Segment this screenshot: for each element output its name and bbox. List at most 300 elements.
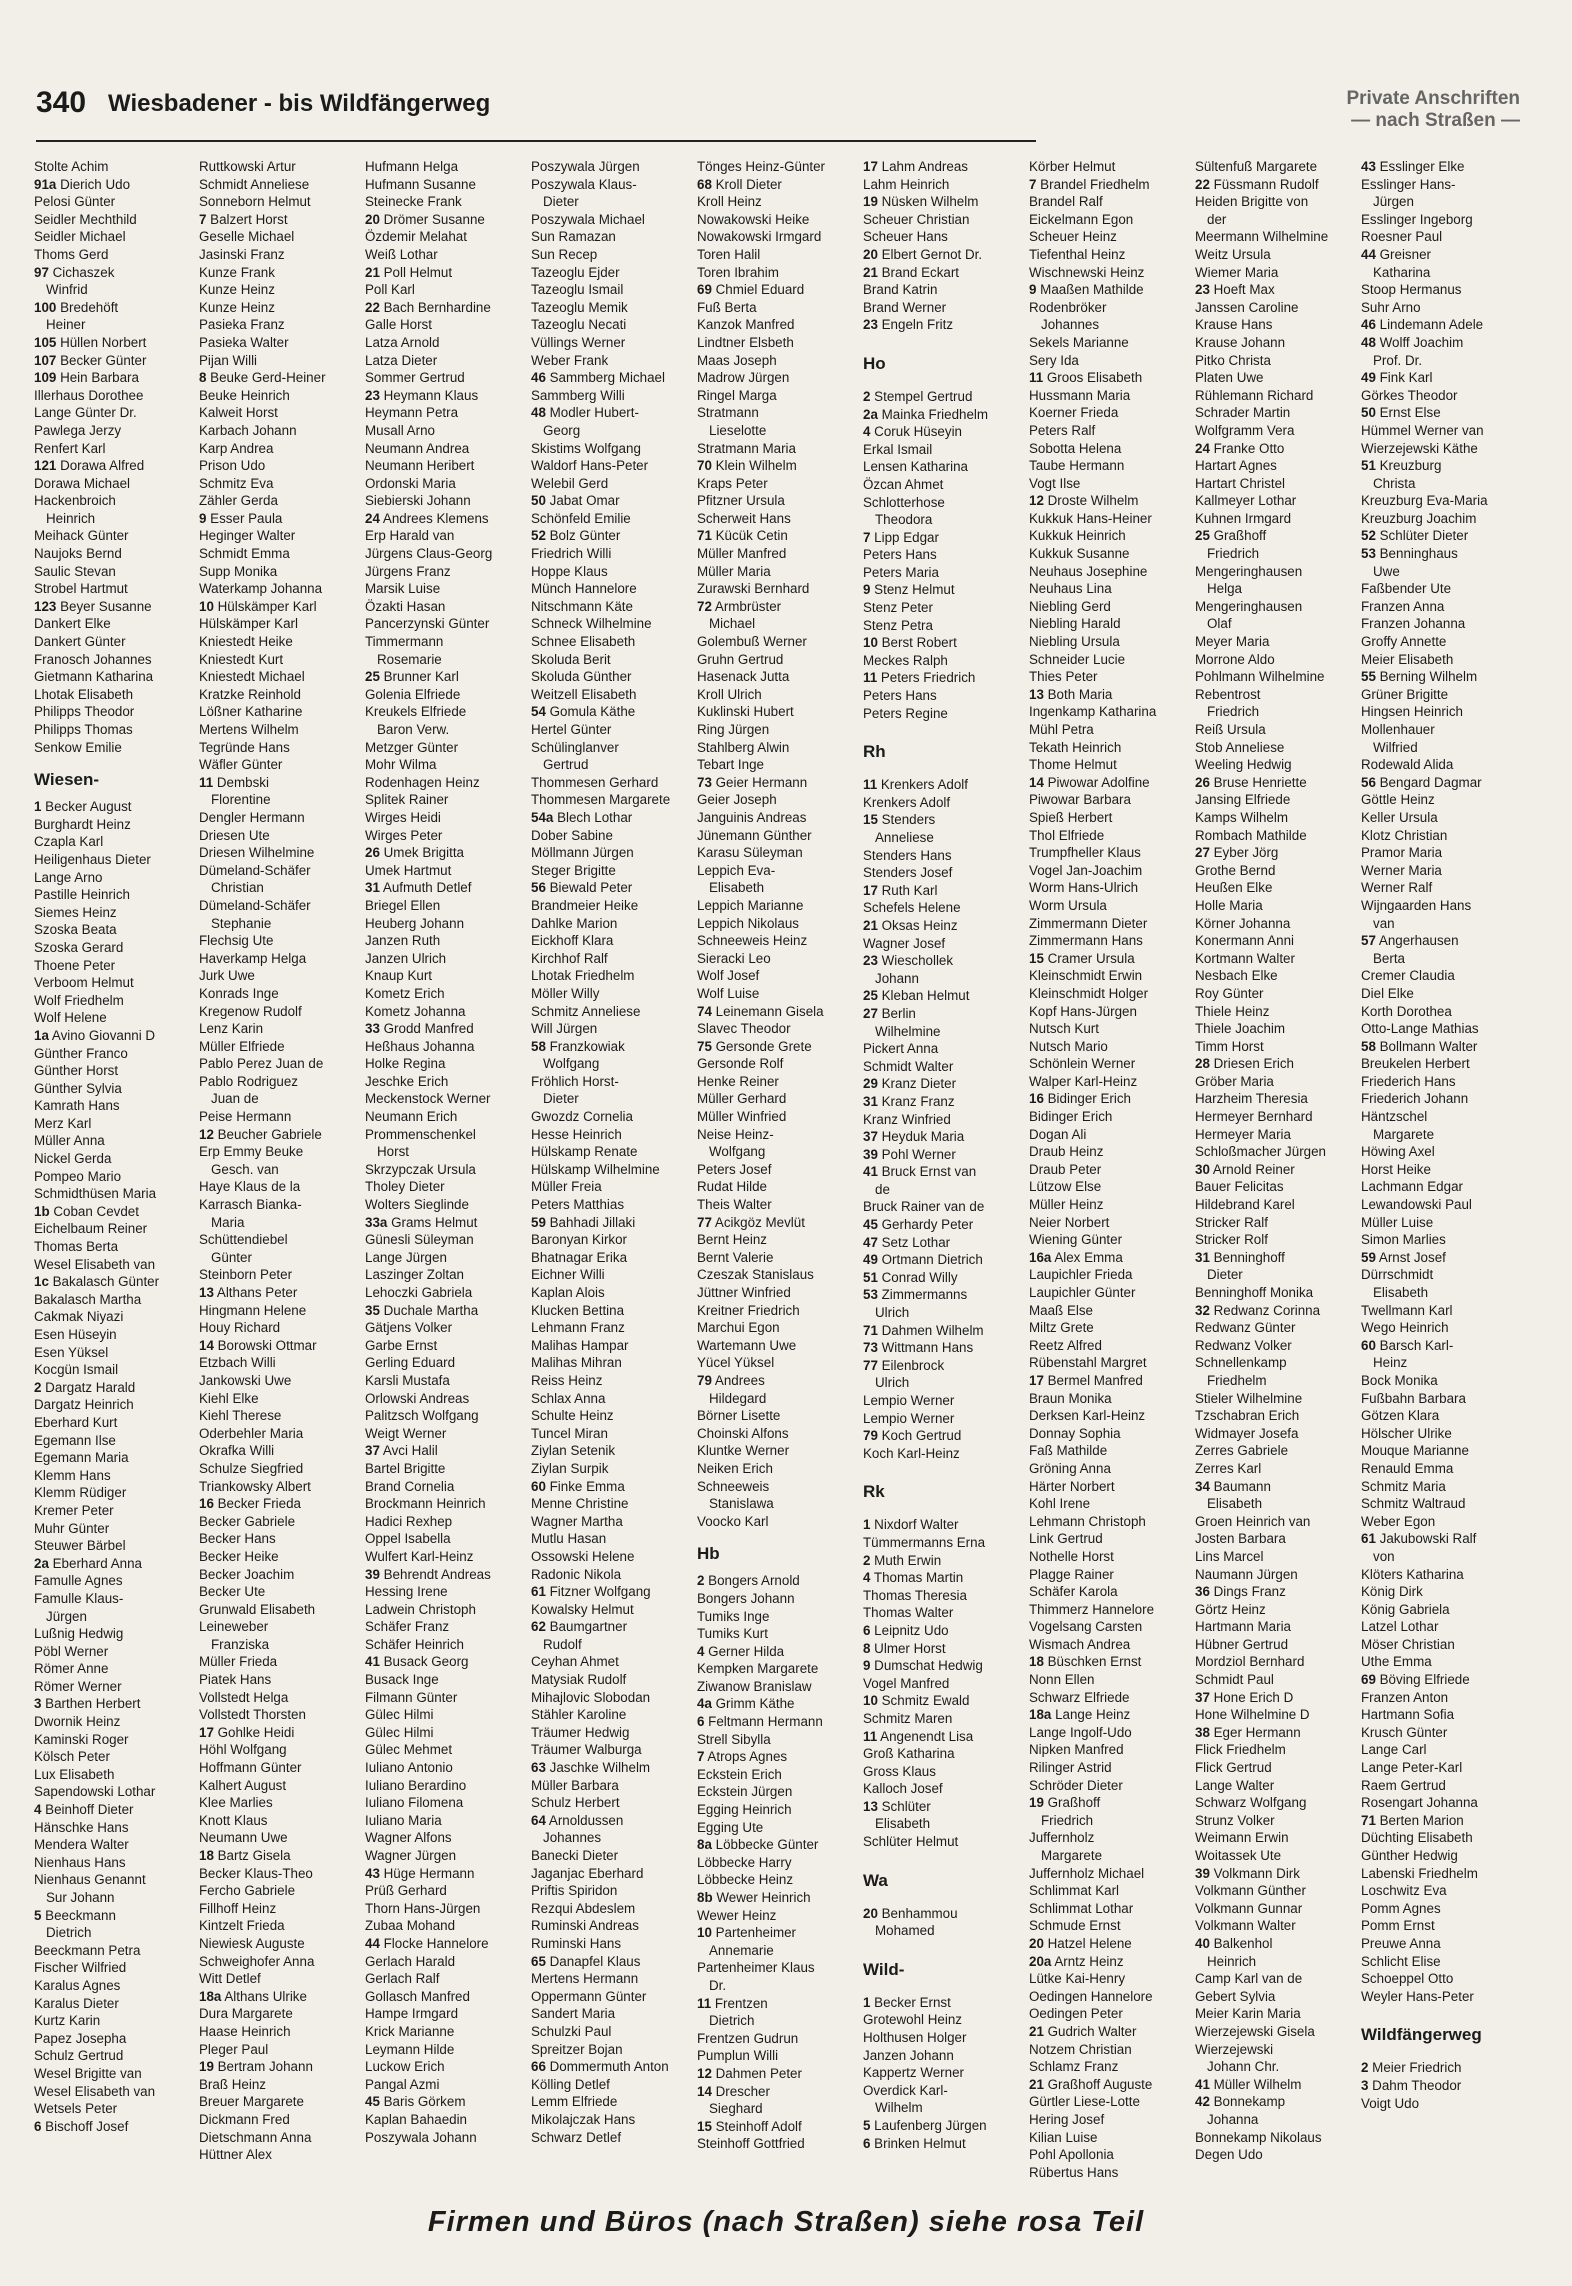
directory-entry: Grotewohl Heinz [863, 2012, 962, 2028]
directory-entry: Schmitz Waltraud [1361, 1496, 1466, 1512]
directory-entry: Schrader Martin [1195, 405, 1291, 421]
directory-entry: Dietschmann Anna [199, 2129, 312, 2145]
directory-entry: 14 Drescher [697, 2083, 770, 2099]
page-number: 340 [36, 86, 87, 119]
directory-entry: Waldorf Hans-Peter [531, 458, 649, 474]
directory-entry: Winfrid [46, 282, 88, 298]
directory-entry: Pitko Christa [1195, 352, 1271, 368]
directory-entry: Friedhelm [1207, 1372, 1267, 1388]
directory-entry: 52 Bolz Günter [531, 528, 621, 544]
directory-entry: Wolf Josef [697, 968, 760, 984]
directory-entry: Wierzejewski Gisela [1195, 2023, 1315, 2039]
house-number: 20a [1029, 1953, 1052, 1969]
house-number: 77 [863, 1357, 878, 1373]
house-number: 53 [863, 1287, 878, 1303]
house-number: 109 [34, 370, 57, 386]
directory-entry: 10 Berst Robert [863, 635, 957, 651]
directory-entry: 73 Wittmann Hans [863, 1340, 974, 1356]
street-heading: Wa [863, 1870, 888, 1890]
directory-entry: Illerhaus Dorothee [34, 387, 144, 403]
directory-entry: Lensen Katharina [863, 459, 968, 475]
directory-entry: Henke Reiner [697, 1073, 779, 1089]
directory-entry: Mihajlovic Slobodan [531, 1689, 651, 1705]
directory-entry: Zurawski Bernhard [697, 581, 810, 597]
house-number: 75 [697, 1038, 712, 1054]
house-number: 17 [199, 1724, 214, 1740]
directory-entry: Peters Maria [863, 564, 939, 580]
directory-entry: Nitschmann Käte [531, 598, 633, 614]
directory-entry: 49 Ortmann Dietrich [863, 1252, 983, 1268]
directory-entry: Esslinger Hans- [1361, 176, 1456, 192]
directory-entry: Famulle Klaus- [34, 1590, 124, 1606]
house-number: 37 [863, 1129, 878, 1145]
directory-entry: Latza Arnold [365, 334, 440, 350]
directory-entry: 32 Redwanz Corinna [1195, 1302, 1321, 1318]
house-number: 7 [199, 211, 207, 227]
directory-entry: 56 Biewald Peter [531, 880, 633, 896]
house-number: 17 [863, 159, 878, 174]
directory-entry: Latzel Lothar [1361, 1619, 1439, 1635]
house-number: 9 [863, 1658, 871, 1674]
directory-entry: 44 Flocke Hannelore [365, 1935, 489, 1951]
house-number: 11 [199, 774, 214, 790]
directory-entry: Krusch Günter [1361, 1724, 1448, 1740]
directory-entry: Pohl Apollonia [1029, 2147, 1114, 2163]
house-number: 22 [365, 299, 380, 315]
directory-entry: Bhatnagar Erika [531, 1249, 628, 1265]
directory-entry: Tümmermanns Erna [863, 1534, 986, 1550]
directory-entry: Sery Ida [1029, 352, 1079, 368]
directory-entry: Ring Jürgen [697, 722, 770, 737]
house-number: 55 [1361, 669, 1376, 685]
directory-entry: Jansing Elfriede [1195, 792, 1291, 808]
directory-entry: 43 Hüge Hermann [365, 1865, 475, 1881]
directory-entry: Partenheimer Klaus [697, 1960, 815, 1976]
directory-entry: 14 Borowski Ottmar [199, 1337, 317, 1353]
directory-entry: Oedingen Hannelore [1029, 1988, 1153, 2004]
directory-entry: 53 Zimmermanns [863, 1287, 968, 1303]
house-number: 49 [863, 1252, 878, 1268]
house-number: 6 [34, 2118, 42, 2134]
directory-entry: 33 Grodd Manfred [365, 1021, 474, 1037]
directory-entry: Wijngaarden Hans [1361, 897, 1472, 913]
house-number: 12 [199, 1126, 214, 1142]
directory-entry: Jürgens Franz [365, 563, 451, 579]
house-number: 1b [34, 1203, 50, 1219]
directory-entry: 39 Behrendt Andreas [365, 1566, 491, 1582]
directory-entry: Esen Hüseyin [34, 1327, 117, 1342]
directory-entry: Lux Elisabeth [34, 1766, 115, 1782]
directory-entry: Elisabeth [1207, 1496, 1263, 1512]
directory-entry: Neumann Erich [365, 1109, 458, 1125]
directory-entry: Juffernholz Michael [1029, 1865, 1145, 1881]
directory-entry: Schmidt Walter [863, 1058, 954, 1074]
directory-entry: Günter [211, 1249, 252, 1265]
directory-entry: Scherweit Hans [697, 510, 791, 526]
house-number: 69 [1361, 1672, 1376, 1688]
directory-entry: 9 Dumschat Hedwig [863, 1658, 983, 1674]
directory-entry: Vüllings Werner [531, 334, 626, 350]
directory-entry: Becker Klaus-Theo [199, 1865, 313, 1881]
directory-entry: Schneider Lucie [1029, 651, 1126, 667]
directory-entry: Matysiak Rudolf [531, 1672, 627, 1688]
directory-entry: Okrafka Willi [199, 1443, 275, 1459]
directory-entry: 121 Dorawa Alfred [34, 458, 145, 474]
section-title-line-2: — nach Straßen — [1351, 110, 1520, 131]
house-number: 10 [863, 1693, 878, 1709]
house-number: 16 [199, 1496, 214, 1512]
directory-entry: Wierzejewski Käthe [1361, 440, 1478, 456]
directory-entry: Mordziol Bernhard [1195, 1654, 1305, 1670]
directory-entry: Renfert Karl [34, 440, 106, 456]
directory-entry: Hülskamp Wilhelmine [531, 1161, 660, 1177]
house-number: 11 [863, 1728, 878, 1744]
directory-entry: Iuliano Filomena [365, 1795, 464, 1811]
directory-entry: Rodenbröker [1029, 299, 1107, 315]
directory-entry: 10 Hülskämper Karl [199, 598, 317, 614]
directory-entry: Ulrich [875, 1375, 910, 1391]
directory-entry: Hussmann Maria [1029, 387, 1131, 403]
directory-entry: Gülec Hilmi [365, 1707, 434, 1723]
directory-entry: Margarete [1041, 1848, 1103, 1863]
directory-entry: Menne Christine [531, 1496, 629, 1512]
directory-entry: Römer Werner [34, 1678, 122, 1694]
directory-entry: 41 Müller Wilhelm [1195, 2076, 1302, 2092]
directory-entry: 23 Engeln Fritz [863, 317, 954, 333]
directory-entry: Kreitner Friedrich [697, 1302, 800, 1318]
house-number: 37 [1195, 1689, 1210, 1705]
directory-entry: 45 Gerhardy Peter [863, 1217, 974, 1233]
directory-entry: 22 Füssmann Rudolf [1195, 176, 1319, 192]
street-heading: Ho [863, 353, 886, 373]
directory-entry: 2 Bongers Arnold [697, 1573, 800, 1589]
house-number: 63 [531, 1760, 546, 1776]
directory-entry: Houy Richard [199, 1320, 281, 1336]
directory-entry: Kallmeyer Lothar [1195, 493, 1297, 509]
directory-entry: Meier Elisabeth [1361, 651, 1454, 667]
directory-entry: Thome Helmut [1029, 757, 1117, 773]
directory-entry: Dieter [543, 1091, 579, 1107]
house-number: 71 [863, 1322, 878, 1338]
directory-entry: 4 Beinhoff Dieter [34, 1802, 134, 1818]
directory-entry: Wesel Brigitte van [34, 2065, 142, 2081]
directory-entry: Rebentrost [1195, 686, 1261, 702]
directory-entry: 48 Modler Hubert- [531, 405, 639, 421]
directory-entry: Pfitzner Ursula [697, 493, 785, 509]
directory-entry: Marsik Luise [365, 581, 441, 597]
directory-entry: 23 Hoeft Max [1195, 282, 1275, 298]
directory-entry: Jüttner Winfried [697, 1285, 791, 1300]
directory-entry: Flechsig Ute [199, 933, 274, 949]
directory-entry: Musall Arno [365, 422, 435, 438]
directory-entry: Walper Karl-Heinz [1029, 1073, 1138, 1089]
directory-entry: Egging Heinrich [697, 1802, 792, 1818]
directory-entry: Kanzok Manfred [697, 317, 795, 333]
street-heading: Rh [863, 742, 886, 762]
directory-entry: Hufmann Susanne [365, 176, 476, 192]
directory-entry: König Gabriela [1361, 1601, 1450, 1617]
directory-entry: Egging Ute [697, 1819, 764, 1835]
directory-entry: 4 Thomas Martin [863, 1570, 964, 1586]
directory-entry: Ringel Marga [697, 387, 777, 403]
house-number: 121 [34, 458, 57, 474]
directory-entry: Michael [709, 616, 756, 632]
directory-entry: Mohr Wilma [365, 757, 437, 773]
directory-entry: Gersonde Rolf [697, 1056, 784, 1072]
directory-entry: Müller Winfried [697, 1109, 787, 1125]
directory-entry: Kaplan Bahaedin [365, 2111, 468, 2127]
directory-entry: Friedrich Willi [531, 546, 612, 562]
directory-entry: 58 Bollmann Walter [1361, 1038, 1478, 1054]
directory-entry: Schmitz Maren [863, 1710, 953, 1726]
directory-entry: Gietmann Katharina [34, 669, 154, 685]
directory-entry: Wolf Helene [34, 1010, 107, 1026]
directory-entry: Börner Lisette [697, 1408, 781, 1424]
directory-entry: Jaganjac Eberhard [531, 1865, 644, 1881]
directory-entry: Steger Brigitte [531, 862, 616, 878]
directory-column-6 [863, 158, 1028, 2152]
house-number: 12 [697, 2065, 712, 2081]
directory-entry: Etzbach Willi [199, 1355, 276, 1371]
directory-entry: der [1207, 211, 1227, 227]
directory-entry: Maria [211, 1214, 245, 1230]
house-number: 13 [1029, 686, 1044, 702]
directory-entry: Tegründe Hans [199, 739, 290, 755]
house-number: 39 [1195, 1865, 1210, 1881]
directory-entry: Latza Dieter [365, 352, 438, 368]
directory-entry: Kukkuk Susanne [1029, 546, 1130, 562]
directory-entry: Bernt Heinz [697, 1232, 767, 1248]
directory-entry: Thies Peter [1029, 669, 1098, 685]
directory-entry: 1 Becker August [34, 799, 132, 815]
directory-entry: Helga [1207, 581, 1242, 597]
directory-entry: Klöters Katharina [1361, 1566, 1464, 1582]
directory-entry: Bakalasch Martha [34, 1291, 142, 1307]
directory-entry: Wäfler Günter [199, 757, 283, 773]
house-number: 123 [34, 598, 57, 614]
directory-entry: Peters Josef [697, 1161, 772, 1177]
directory-entry: Wetsels Peter [34, 2101, 118, 2117]
directory-entry: Hildegard [709, 1390, 767, 1406]
house-number: 26 [1195, 774, 1210, 790]
house-number: 18 [199, 1848, 214, 1863]
directory-entry: 9 Stenz Helmut [863, 582, 955, 598]
directory-entry: Heßhaus Johanna [365, 1038, 475, 1054]
directory-entry: 51 Kreuzburg [1361, 458, 1442, 474]
directory-entry: Ruttkowski Artur [199, 159, 296, 174]
house-number: 19 [1029, 1795, 1044, 1811]
directory-entry: Maas Joseph [697, 352, 777, 368]
directory-entry: Heiden Brigitte von [1195, 194, 1309, 210]
directory-entry: 25 Kleban Helmut [863, 988, 970, 1004]
directory-entry: Ladwein Christoph [365, 1601, 476, 1617]
directory-entry: Gross Klaus [863, 1763, 936, 1779]
directory-entry: Erkal Ismail [863, 441, 933, 457]
directory-entry: Harzheim Theresia [1195, 1091, 1308, 1107]
directory-entry: Schulte Heinz [531, 1408, 614, 1424]
directory-entry: Peters Hans [863, 688, 937, 704]
directory-entry: 11 Peters Friedrich [863, 670, 976, 686]
directory-entry: Schlamz Franz [1029, 2059, 1119, 2075]
directory-entry: Müller Heinz [1029, 1197, 1104, 1213]
house-number: 71 [697, 528, 712, 544]
directory-entry: Franzen Anna [1361, 598, 1445, 614]
directory-entry: Kuklinski Hubert [697, 704, 794, 720]
directory-entry: Franosch Johannes [34, 651, 152, 667]
directory-entry: Wismach Andrea [1029, 1636, 1131, 1652]
directory-entry: Kalhert August [199, 1777, 287, 1793]
directory-entry: Wagner Josef [863, 935, 946, 951]
directory-entry: Niebling Ursula [1029, 634, 1120, 650]
house-number: 11 [863, 670, 878, 686]
directory-entry: Becker Ute [199, 1584, 266, 1600]
directory-entry: Heinz [1373, 1355, 1408, 1371]
directory-entry: Stenz Petra [863, 617, 933, 633]
directory-entry: Dargatz Heinrich [34, 1397, 134, 1413]
house-number: 8a [697, 1837, 712, 1853]
directory-entry: Fillhoff Heinz [199, 1900, 277, 1916]
directory-entry: Kempken Margarete [697, 1661, 819, 1677]
directory-entry: 17 Gohlke Heidi [199, 1724, 295, 1740]
directory-entry: Günther Horst [34, 1063, 119, 1079]
directory-entry: Weigt Werner [365, 1425, 447, 1441]
house-number: 14 [1029, 774, 1044, 790]
directory-entry: Nonn Ellen [1029, 1672, 1095, 1688]
directory-entry: Zubaa Mohand [365, 1918, 456, 1934]
directory-entry: Groen Heinrich van [1195, 1513, 1311, 1529]
section-title [1346, 88, 1520, 132]
directory-entry: Weyler Hans-Peter [1361, 1988, 1474, 2004]
directory-entry: Cakmak Niyazi [34, 1309, 124, 1325]
directory-entry: Tazeoglu Memik [531, 299, 628, 315]
directory-entry: Schmitz Maria [1361, 1478, 1446, 1494]
directory-entry: Pickert Anna [863, 1041, 939, 1057]
directory-entry: 44 Greisner [1361, 246, 1431, 262]
directory-entry: Pompeo Mario [34, 1168, 122, 1184]
directory-entry: 61 Jakubowski Ralf [1361, 1531, 1477, 1547]
directory-entry: Kölling Detlef [531, 2076, 610, 2092]
directory-entry: 1b Coban Cevdet [34, 1203, 139, 1219]
directory-entry: Rezqui Abdeslem [531, 1900, 636, 1916]
directory-entry: Niewiesk Auguste [199, 1935, 305, 1951]
directory-entry: 54a Blech Lothar [531, 809, 633, 825]
directory-entry: Lößner Katharine [199, 704, 303, 720]
directory-column-3 [365, 158, 530, 2146]
directory-entry: Siebierski Johann [365, 493, 471, 509]
house-number: 77 [697, 1214, 712, 1230]
directory-entry: Wischnewski Heinz [1029, 264, 1145, 280]
house-number: 20 [1029, 1935, 1044, 1951]
directory-entry: Meier Karin Maria [1195, 2006, 1301, 2022]
directory-entry: Loschwitz Eva [1361, 1883, 1447, 1899]
directory-entry: Lange Arno [34, 869, 103, 885]
house-number: 39 [863, 1146, 878, 1162]
directory-entry: Peise Hermann [199, 1109, 292, 1125]
directory-entry: 71 Dahmen Wilhelm [863, 1322, 984, 1338]
directory-entry: Müller Gerhard [697, 1091, 787, 1107]
footer-note: Firmen und Büros (nach Straßen) siehe rosa Teil [427, 2206, 1145, 2238]
directory-entry: Thoene Peter [34, 957, 116, 973]
directory-entry: Camp Karl van de [1195, 1971, 1303, 1987]
directory-entry: Horst [377, 1144, 409, 1160]
directory-entry: Strunz Volker [1195, 1812, 1275, 1828]
directory-entry: Gollasch Manfred [365, 1988, 470, 2004]
directory-entry: Groß Katharina [863, 1746, 955, 1762]
house-number: 20 [863, 246, 878, 262]
directory-entry: Tumiks Inge [697, 1608, 770, 1624]
directory-entry: 26 Bruse Henriette [1195, 774, 1307, 790]
directory-entry: Oppel Isabella [365, 1531, 451, 1547]
house-number: 18a [199, 1988, 222, 2004]
directory-entry: Dura Margarete [199, 2006, 293, 2022]
directory-entry: Zimmermann Dieter [1029, 915, 1148, 931]
house-number: 28 [1195, 1056, 1210, 1072]
house-number: 12 [1029, 493, 1044, 509]
house-number: 1 [34, 799, 42, 815]
directory-entry: Schüttendiebel [199, 1232, 288, 1248]
directory-entry: Margarete [1373, 1126, 1435, 1142]
house-number: 52 [1361, 528, 1376, 544]
house-number: 44 [365, 1935, 380, 1951]
directory-entry: Wagner Jürgen [365, 1848, 457, 1863]
directory-entry: Dankert Günter [34, 634, 126, 650]
directory-entry: Otto-Lange Mathias [1361, 1021, 1479, 1037]
directory-entry: Gülec Hilmi [365, 1724, 434, 1740]
directory-entry: Kintzelt Frieda [199, 1918, 285, 1934]
directory-entry: Muhr Günter [34, 1520, 110, 1536]
directory-entry: Pleger Paul [199, 2041, 269, 2057]
directory-entry: Müller Luise [1361, 1214, 1434, 1230]
directory-entry: Degen Udo [1195, 2147, 1263, 2163]
directory-entry: Elisabeth [875, 1816, 931, 1832]
directory-entry: Thomas Theresia [863, 1587, 967, 1603]
directory-entry: Friedrich [1041, 1812, 1094, 1828]
directory-entry: Gülec Mehmet [365, 1742, 453, 1758]
house-number: 45 [863, 1217, 878, 1233]
house-number: 22 [1195, 176, 1210, 192]
directory-entry: Mengeringhausen [1195, 598, 1303, 614]
directory-entry: Niebling Gerd [1029, 598, 1111, 614]
directory-entry: 60 Barsch Karl- [1361, 1337, 1454, 1353]
directory-entry: Nowakowski Irmgard [697, 229, 822, 245]
directory-entry: Leppich Eva- [697, 862, 776, 878]
directory-entry: Baronyan Kirkor [531, 1232, 628, 1248]
directory-column-8 [1195, 158, 1360, 2164]
directory-entry: Kroll Ulrich [697, 686, 762, 702]
directory-entry: Wolf Luise [697, 985, 760, 1001]
directory-entry: Franzen Johanna [1361, 616, 1466, 632]
street-range-title: Wiesbadener - bis Wildfängerweg [108, 90, 491, 117]
directory-entry: Iuliano Antonio [365, 1760, 453, 1776]
directory-entry: 38 Eger Hermann [1195, 1724, 1301, 1740]
directory-entry: Naumann Jürgen [1195, 1566, 1298, 1582]
directory-entry: Golembuß Werner [697, 634, 807, 650]
house-number: 21 [365, 264, 380, 280]
house-number: 11 [863, 777, 878, 793]
directory-entry: 1a Avino Giovanni D [34, 1027, 156, 1043]
directory-entry: Rodewald Alida [1361, 757, 1454, 773]
directory-entry: Poll Karl [365, 282, 415, 298]
house-number: 50 [531, 493, 546, 509]
directory-entry: Vollstedt Thorsten [199, 1707, 306, 1723]
directory-entry: Neuhaus Lina [1029, 581, 1112, 597]
directory-entry: Reiss Heinz [531, 1372, 603, 1388]
directory-entry: Koerner Frieda [1029, 405, 1119, 421]
house-number: 69 [697, 282, 712, 298]
directory-entry: Meckes Ralph [863, 652, 948, 668]
house-number: 43 [365, 1865, 380, 1881]
directory-entry: Eichner Willi [531, 1267, 605, 1283]
